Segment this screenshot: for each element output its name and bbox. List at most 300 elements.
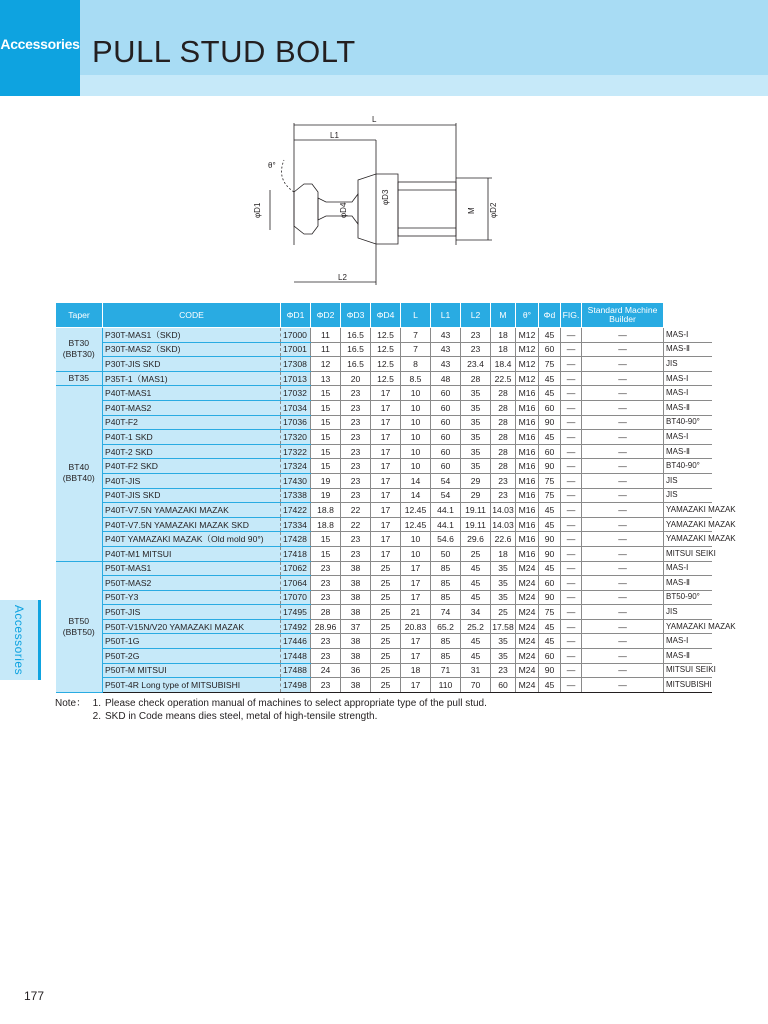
- col-header: θ°: [516, 303, 539, 328]
- l-cell: 85: [431, 649, 461, 664]
- phi-d-cell: —: [561, 649, 582, 664]
- phi-d-cell: —: [561, 473, 582, 488]
- theta-cell: 45: [539, 503, 561, 518]
- code-number-cell: 17013: [281, 371, 311, 386]
- col-header: CODE: [103, 303, 281, 328]
- theta-cell: 90: [539, 415, 561, 430]
- d4-cell: 10: [401, 386, 431, 401]
- d3-cell: 25: [371, 619, 401, 634]
- machine-builder-cell: MAS-Ⅰ: [664, 561, 713, 576]
- l1-cell: 29.6: [461, 532, 491, 547]
- table-row: [56, 634, 713, 649]
- machine-builder-cell: BT50-90°: [664, 590, 713, 605]
- d2-cell: 38: [341, 576, 371, 591]
- d4-cell: 10: [401, 415, 431, 430]
- dim-label-d3: φD3: [381, 189, 390, 205]
- code-cell: P40T-1 SKD: [103, 430, 281, 445]
- note-number: 2.: [92, 710, 101, 722]
- table-row: [56, 517, 713, 532]
- d2-cell: 23: [341, 400, 371, 415]
- table-row: [56, 473, 713, 488]
- code-number-cell: 17064: [281, 576, 311, 591]
- d1-cell: 18.8: [311, 517, 341, 532]
- spec-table-body: [56, 328, 736, 693]
- l1-cell: 45: [461, 649, 491, 664]
- code-cell: P40T-M1 MITSUI: [103, 546, 281, 561]
- d3-cell: 17: [371, 430, 401, 445]
- d2-cell: 16.5: [341, 342, 371, 357]
- theta-cell: 45: [539, 561, 561, 576]
- l-cell: 44.1: [431, 517, 461, 532]
- table-row: [56, 649, 713, 664]
- d3-cell: 25: [371, 576, 401, 591]
- phi-d-cell: —: [561, 371, 582, 386]
- table-row: [56, 342, 713, 357]
- d2-cell: 16.5: [341, 357, 371, 372]
- table-row: [56, 328, 713, 343]
- table-row: [56, 590, 713, 605]
- l2-cell: 17.58: [491, 619, 516, 634]
- table-row: [56, 678, 713, 693]
- col-header: ΦD4: [371, 303, 401, 328]
- taper-cell: BT30 (BBT30): [56, 328, 103, 372]
- d2-cell: 38: [341, 590, 371, 605]
- l-cell: 74: [431, 605, 461, 620]
- l2-cell: 28: [491, 415, 516, 430]
- d3-cell: 17: [371, 473, 401, 488]
- d2-cell: 23: [341, 473, 371, 488]
- table-header-row: [56, 303, 713, 328]
- m-cell: M24: [516, 634, 539, 649]
- dim-label-d2: φD2: [489, 202, 498, 218]
- col-header: L1: [431, 303, 461, 328]
- d1-cell: 11: [311, 328, 341, 343]
- code-cell: P40T-V7.5N YAMAZAKI MAZAK: [103, 503, 281, 518]
- d4-cell: 17: [401, 561, 431, 576]
- table-row: [56, 576, 713, 591]
- notes: [55, 698, 487, 723]
- theta-cell: 75: [539, 605, 561, 620]
- l2-cell: 18.4: [491, 357, 516, 372]
- code-cell: P50T-M MITSUI: [103, 663, 281, 678]
- d1-cell: 13: [311, 371, 341, 386]
- l1-cell: 29: [461, 488, 491, 503]
- code-number-cell: 17034: [281, 400, 311, 415]
- phi-d-cell: —: [561, 605, 582, 620]
- table-row: [56, 415, 713, 430]
- l-cell: 60: [431, 400, 461, 415]
- code-number-cell: 17498: [281, 678, 311, 693]
- l-cell: 85: [431, 561, 461, 576]
- l2-cell: 35: [491, 561, 516, 576]
- machine-builder-cell: JIS: [664, 473, 713, 488]
- d4-cell: 17: [401, 649, 431, 664]
- m-cell: M16: [516, 532, 539, 547]
- table-row: [56, 503, 713, 518]
- phi-d-cell: —: [561, 590, 582, 605]
- phi-d-cell: —: [561, 634, 582, 649]
- dim-label-d4: φD4: [339, 202, 348, 218]
- code-cell: P40T YAMAZAKI MAZAK（Old mold 90°): [103, 532, 281, 547]
- col-header: FIG.: [561, 303, 582, 328]
- fig-cell: —: [582, 546, 664, 561]
- l-cell: 110: [431, 678, 461, 693]
- col-header: L2: [461, 303, 491, 328]
- code-number-cell: 17070: [281, 590, 311, 605]
- d1-cell: 24: [311, 663, 341, 678]
- theta-cell: 60: [539, 649, 561, 664]
- code-number-cell: 17322: [281, 444, 311, 459]
- l1-cell: 45: [461, 561, 491, 576]
- page-number: 177: [24, 989, 45, 1003]
- phi-d-cell: —: [561, 357, 582, 372]
- phi-d-cell: —: [561, 503, 582, 518]
- d4-cell: 8: [401, 357, 431, 372]
- note-number: 1.: [92, 698, 101, 709]
- table-row: [56, 619, 713, 634]
- m-cell: M12: [516, 342, 539, 357]
- d1-cell: 28: [311, 605, 341, 620]
- d1-cell: 15: [311, 546, 341, 561]
- table-row: [56, 357, 713, 372]
- d4-cell: 20.83: [401, 619, 431, 634]
- d3-cell: 25: [371, 590, 401, 605]
- dim-label-l2: L2: [338, 273, 347, 282]
- d4-cell: 8.5: [401, 371, 431, 386]
- machine-builder-cell: MAS-Ⅱ: [664, 444, 713, 459]
- code-cell: P40T-V7.5N YAMAZAKI MAZAK SKD: [103, 517, 281, 532]
- table-row: [56, 371, 713, 386]
- machine-builder-cell: MAS-Ⅱ: [664, 649, 713, 664]
- m-cell: M24: [516, 649, 539, 664]
- code-cell: P50T-JIS: [103, 605, 281, 620]
- d2-cell: 23: [341, 532, 371, 547]
- phi-d-cell: —: [561, 663, 582, 678]
- note-item: [55, 698, 487, 711]
- d3-cell: 12.5: [371, 357, 401, 372]
- code-number-cell: 17422: [281, 503, 311, 518]
- phi-d-cell: —: [561, 342, 582, 357]
- machine-builder-cell: YAMAZAKI MAZAK: [664, 503, 713, 518]
- pull-stud-drawing: [248, 110, 510, 292]
- col-header: Taper: [56, 303, 103, 328]
- machine-builder-cell: MAS-Ⅱ: [664, 576, 713, 591]
- fig-cell: —: [582, 634, 664, 649]
- code-number-cell: 17488: [281, 663, 311, 678]
- theta-cell: 45: [539, 517, 561, 532]
- fig-cell: —: [582, 342, 664, 357]
- theta-cell: 90: [539, 532, 561, 547]
- col-header: M: [491, 303, 516, 328]
- theta-cell: 75: [539, 488, 561, 503]
- l-cell: 43: [431, 328, 461, 343]
- l2-cell: 22.6: [491, 532, 516, 547]
- fig-cell: —: [582, 459, 664, 474]
- phi-d-cell: —: [561, 576, 582, 591]
- d1-cell: 12: [311, 357, 341, 372]
- machine-builder-cell: MITSUI SEIKI: [664, 663, 713, 678]
- m-cell: M16: [516, 444, 539, 459]
- l2-cell: 14.03: [491, 503, 516, 518]
- fig-cell: —: [582, 415, 664, 430]
- d4-cell: 17: [401, 590, 431, 605]
- theta-cell: 60: [539, 342, 561, 357]
- table-row: [56, 488, 713, 503]
- l2-cell: 35: [491, 576, 516, 591]
- theta-cell: 45: [539, 619, 561, 634]
- d3-cell: 25: [371, 678, 401, 693]
- d3-cell: 25: [371, 663, 401, 678]
- machine-builder-cell: MAS-Ⅰ: [664, 430, 713, 445]
- d1-cell: 15: [311, 532, 341, 547]
- code-number-cell: 17308: [281, 357, 311, 372]
- m-cell: M24: [516, 605, 539, 620]
- d1-cell: 15: [311, 444, 341, 459]
- d3-cell: 17: [371, 503, 401, 518]
- l2-cell: 14.03: [491, 517, 516, 532]
- dim-label-l: L: [372, 115, 377, 124]
- l1-cell: 25.2: [461, 619, 491, 634]
- d4-cell: 14: [401, 473, 431, 488]
- fig-cell: —: [582, 371, 664, 386]
- l-cell: 85: [431, 590, 461, 605]
- d1-cell: 28.96: [311, 619, 341, 634]
- d4-cell: 17: [401, 576, 431, 591]
- code-number-cell: 17446: [281, 634, 311, 649]
- phi-d-cell: —: [561, 328, 582, 343]
- table-row: [56, 430, 713, 445]
- table-row: [56, 546, 713, 561]
- fig-cell: —: [582, 400, 664, 415]
- code-cell: P30T-MAS1（SKD): [103, 328, 281, 343]
- taper-cell: BT35: [56, 371, 103, 386]
- d4-cell: 21: [401, 605, 431, 620]
- header-strip: [80, 75, 768, 96]
- m-cell: M12: [516, 357, 539, 372]
- l1-cell: 23.4: [461, 357, 491, 372]
- table-row: [56, 605, 713, 620]
- d2-cell: 38: [341, 634, 371, 649]
- code-cell: P40T-MAS1: [103, 386, 281, 401]
- code-cell: P35T-1（MAS1): [103, 371, 281, 386]
- theta-cell: 45: [539, 678, 561, 693]
- l1-cell: 23: [461, 328, 491, 343]
- l1-cell: 23: [461, 342, 491, 357]
- l2-cell: 28: [491, 459, 516, 474]
- phi-d-cell: —: [561, 386, 582, 401]
- phi-d-cell: —: [561, 444, 582, 459]
- d1-cell: 19: [311, 488, 341, 503]
- code-cell: P50T-4R Long type of MITSUBISHI: [103, 678, 281, 693]
- d3-cell: 17: [371, 517, 401, 532]
- code-number-cell: 17334: [281, 517, 311, 532]
- d1-cell: 23: [311, 649, 341, 664]
- m-cell: M24: [516, 678, 539, 693]
- l2-cell: 35: [491, 649, 516, 664]
- code-number-cell: 17320: [281, 430, 311, 445]
- code-cell: P40T-JIS: [103, 473, 281, 488]
- d2-cell: 22: [341, 503, 371, 518]
- code-cell: P40T-2 SKD: [103, 444, 281, 459]
- l2-cell: 35: [491, 590, 516, 605]
- col-header: ΦD1: [281, 303, 311, 328]
- d1-cell: 23: [311, 678, 341, 693]
- l1-cell: 70: [461, 678, 491, 693]
- theta-cell: 45: [539, 634, 561, 649]
- d2-cell: 23: [341, 459, 371, 474]
- d3-cell: 12.5: [371, 342, 401, 357]
- d2-cell: 23: [341, 444, 371, 459]
- machine-builder-cell: JIS: [664, 605, 713, 620]
- d3-cell: 17: [371, 488, 401, 503]
- l2-cell: 22.5: [491, 371, 516, 386]
- d4-cell: 12.45: [401, 517, 431, 532]
- l1-cell: 35: [461, 386, 491, 401]
- d2-cell: 36: [341, 663, 371, 678]
- taper-cell: BT50 (BBT50): [56, 561, 103, 692]
- l-cell: 60: [431, 459, 461, 474]
- machine-builder-cell: BT40-90°: [664, 459, 713, 474]
- l-cell: 65.2: [431, 619, 461, 634]
- machine-builder-cell: JIS: [664, 488, 713, 503]
- phi-d-cell: —: [561, 561, 582, 576]
- l1-cell: 45: [461, 634, 491, 649]
- col-header: ΦD2: [311, 303, 341, 328]
- d1-cell: 23: [311, 561, 341, 576]
- fig-cell: —: [582, 430, 664, 445]
- l1-cell: 35: [461, 415, 491, 430]
- d4-cell: 17: [401, 678, 431, 693]
- d1-cell: 19: [311, 473, 341, 488]
- col-header: L: [401, 303, 431, 328]
- code-number-cell: 17032: [281, 386, 311, 401]
- machine-builder-cell: JIS: [664, 357, 713, 372]
- d2-cell: 23: [341, 546, 371, 561]
- phi-d-cell: —: [561, 678, 582, 693]
- code-number-cell: 17428: [281, 532, 311, 547]
- machine-builder-cell: YAMAZAKI MAZAK: [664, 532, 713, 547]
- d4-cell: 10: [401, 430, 431, 445]
- code-cell: P50T-V15N/V20 YAMAZAKI MAZAK: [103, 619, 281, 634]
- l2-cell: 18: [491, 342, 516, 357]
- d2-cell: 22: [341, 517, 371, 532]
- d2-cell: 37: [341, 619, 371, 634]
- fig-cell: —: [582, 649, 664, 664]
- l2-cell: 23: [491, 473, 516, 488]
- d2-cell: 16.5: [341, 328, 371, 343]
- m-cell: M24: [516, 561, 539, 576]
- d4-cell: 10: [401, 400, 431, 415]
- d2-cell: 23: [341, 488, 371, 503]
- d4-cell: 7: [401, 342, 431, 357]
- l-cell: 54: [431, 473, 461, 488]
- d1-cell: 23: [311, 590, 341, 605]
- note-item: [55, 711, 487, 724]
- fig-cell: —: [582, 357, 664, 372]
- d2-cell: 23: [341, 415, 371, 430]
- d2-cell: 23: [341, 386, 371, 401]
- phi-d-cell: —: [561, 415, 582, 430]
- d2-cell: 38: [341, 649, 371, 664]
- d1-cell: 23: [311, 576, 341, 591]
- m-cell: M16: [516, 430, 539, 445]
- phi-d-cell: —: [561, 517, 582, 532]
- dim-label-m: M: [467, 207, 476, 214]
- theta-cell: 90: [539, 590, 561, 605]
- code-cell: P50T-MAS1: [103, 561, 281, 576]
- l-cell: 50: [431, 546, 461, 561]
- m-cell: M16: [516, 488, 539, 503]
- phi-d-cell: —: [561, 532, 582, 547]
- d4-cell: 10: [401, 532, 431, 547]
- dim-label-l1: L1: [330, 131, 339, 140]
- fig-cell: —: [582, 663, 664, 678]
- d1-cell: 15: [311, 386, 341, 401]
- m-cell: M16: [516, 459, 539, 474]
- d3-cell: 17: [371, 444, 401, 459]
- fig-cell: —: [582, 590, 664, 605]
- m-cell: M16: [516, 386, 539, 401]
- l-cell: 54.6: [431, 532, 461, 547]
- code-number-cell: 17324: [281, 459, 311, 474]
- theta-cell: 90: [539, 546, 561, 561]
- theta-cell: 45: [539, 371, 561, 386]
- l-cell: 54: [431, 488, 461, 503]
- col-header: Standard Machine Builder: [582, 303, 664, 328]
- d4-cell: 18: [401, 663, 431, 678]
- machine-builder-cell: MAS-Ⅰ: [664, 634, 713, 649]
- theta-cell: 75: [539, 357, 561, 372]
- l2-cell: 60: [491, 678, 516, 693]
- m-cell: M16: [516, 503, 539, 518]
- d3-cell: 25: [371, 561, 401, 576]
- d1-cell: 18.8: [311, 503, 341, 518]
- code-number-cell: 17001: [281, 342, 311, 357]
- table-row: [56, 532, 713, 547]
- fig-cell: —: [582, 444, 664, 459]
- section-tab-label: Accessories: [0, 36, 80, 52]
- d3-cell: 25: [371, 634, 401, 649]
- m-cell: M16: [516, 415, 539, 430]
- l1-cell: 35: [461, 459, 491, 474]
- m-cell: M16: [516, 473, 539, 488]
- l2-cell: 28: [491, 444, 516, 459]
- fig-cell: —: [582, 503, 664, 518]
- d2-cell: 38: [341, 561, 371, 576]
- fig-cell: —: [582, 605, 664, 620]
- theta-cell: 45: [539, 430, 561, 445]
- theta-cell: 45: [539, 386, 561, 401]
- d1-cell: 15: [311, 415, 341, 430]
- phi-d-cell: —: [561, 400, 582, 415]
- l1-cell: 19.11: [461, 503, 491, 518]
- code-number-cell: 17492: [281, 619, 311, 634]
- l-cell: 60: [431, 386, 461, 401]
- l1-cell: 45: [461, 576, 491, 591]
- l1-cell: 31: [461, 663, 491, 678]
- code-number-cell: 17418: [281, 546, 311, 561]
- d1-cell: 15: [311, 430, 341, 445]
- machine-builder-cell: MITSUBISHI: [664, 678, 713, 693]
- d3-cell: 17: [371, 546, 401, 561]
- d3-cell: 25: [371, 649, 401, 664]
- code-number-cell: 17495: [281, 605, 311, 620]
- d4-cell: 7: [401, 328, 431, 343]
- note-prefix: Note：: [55, 698, 87, 709]
- l1-cell: 35: [461, 400, 491, 415]
- d4-cell: 17: [401, 634, 431, 649]
- machine-builder-cell: YAMAZAKI MAZAK: [664, 619, 713, 634]
